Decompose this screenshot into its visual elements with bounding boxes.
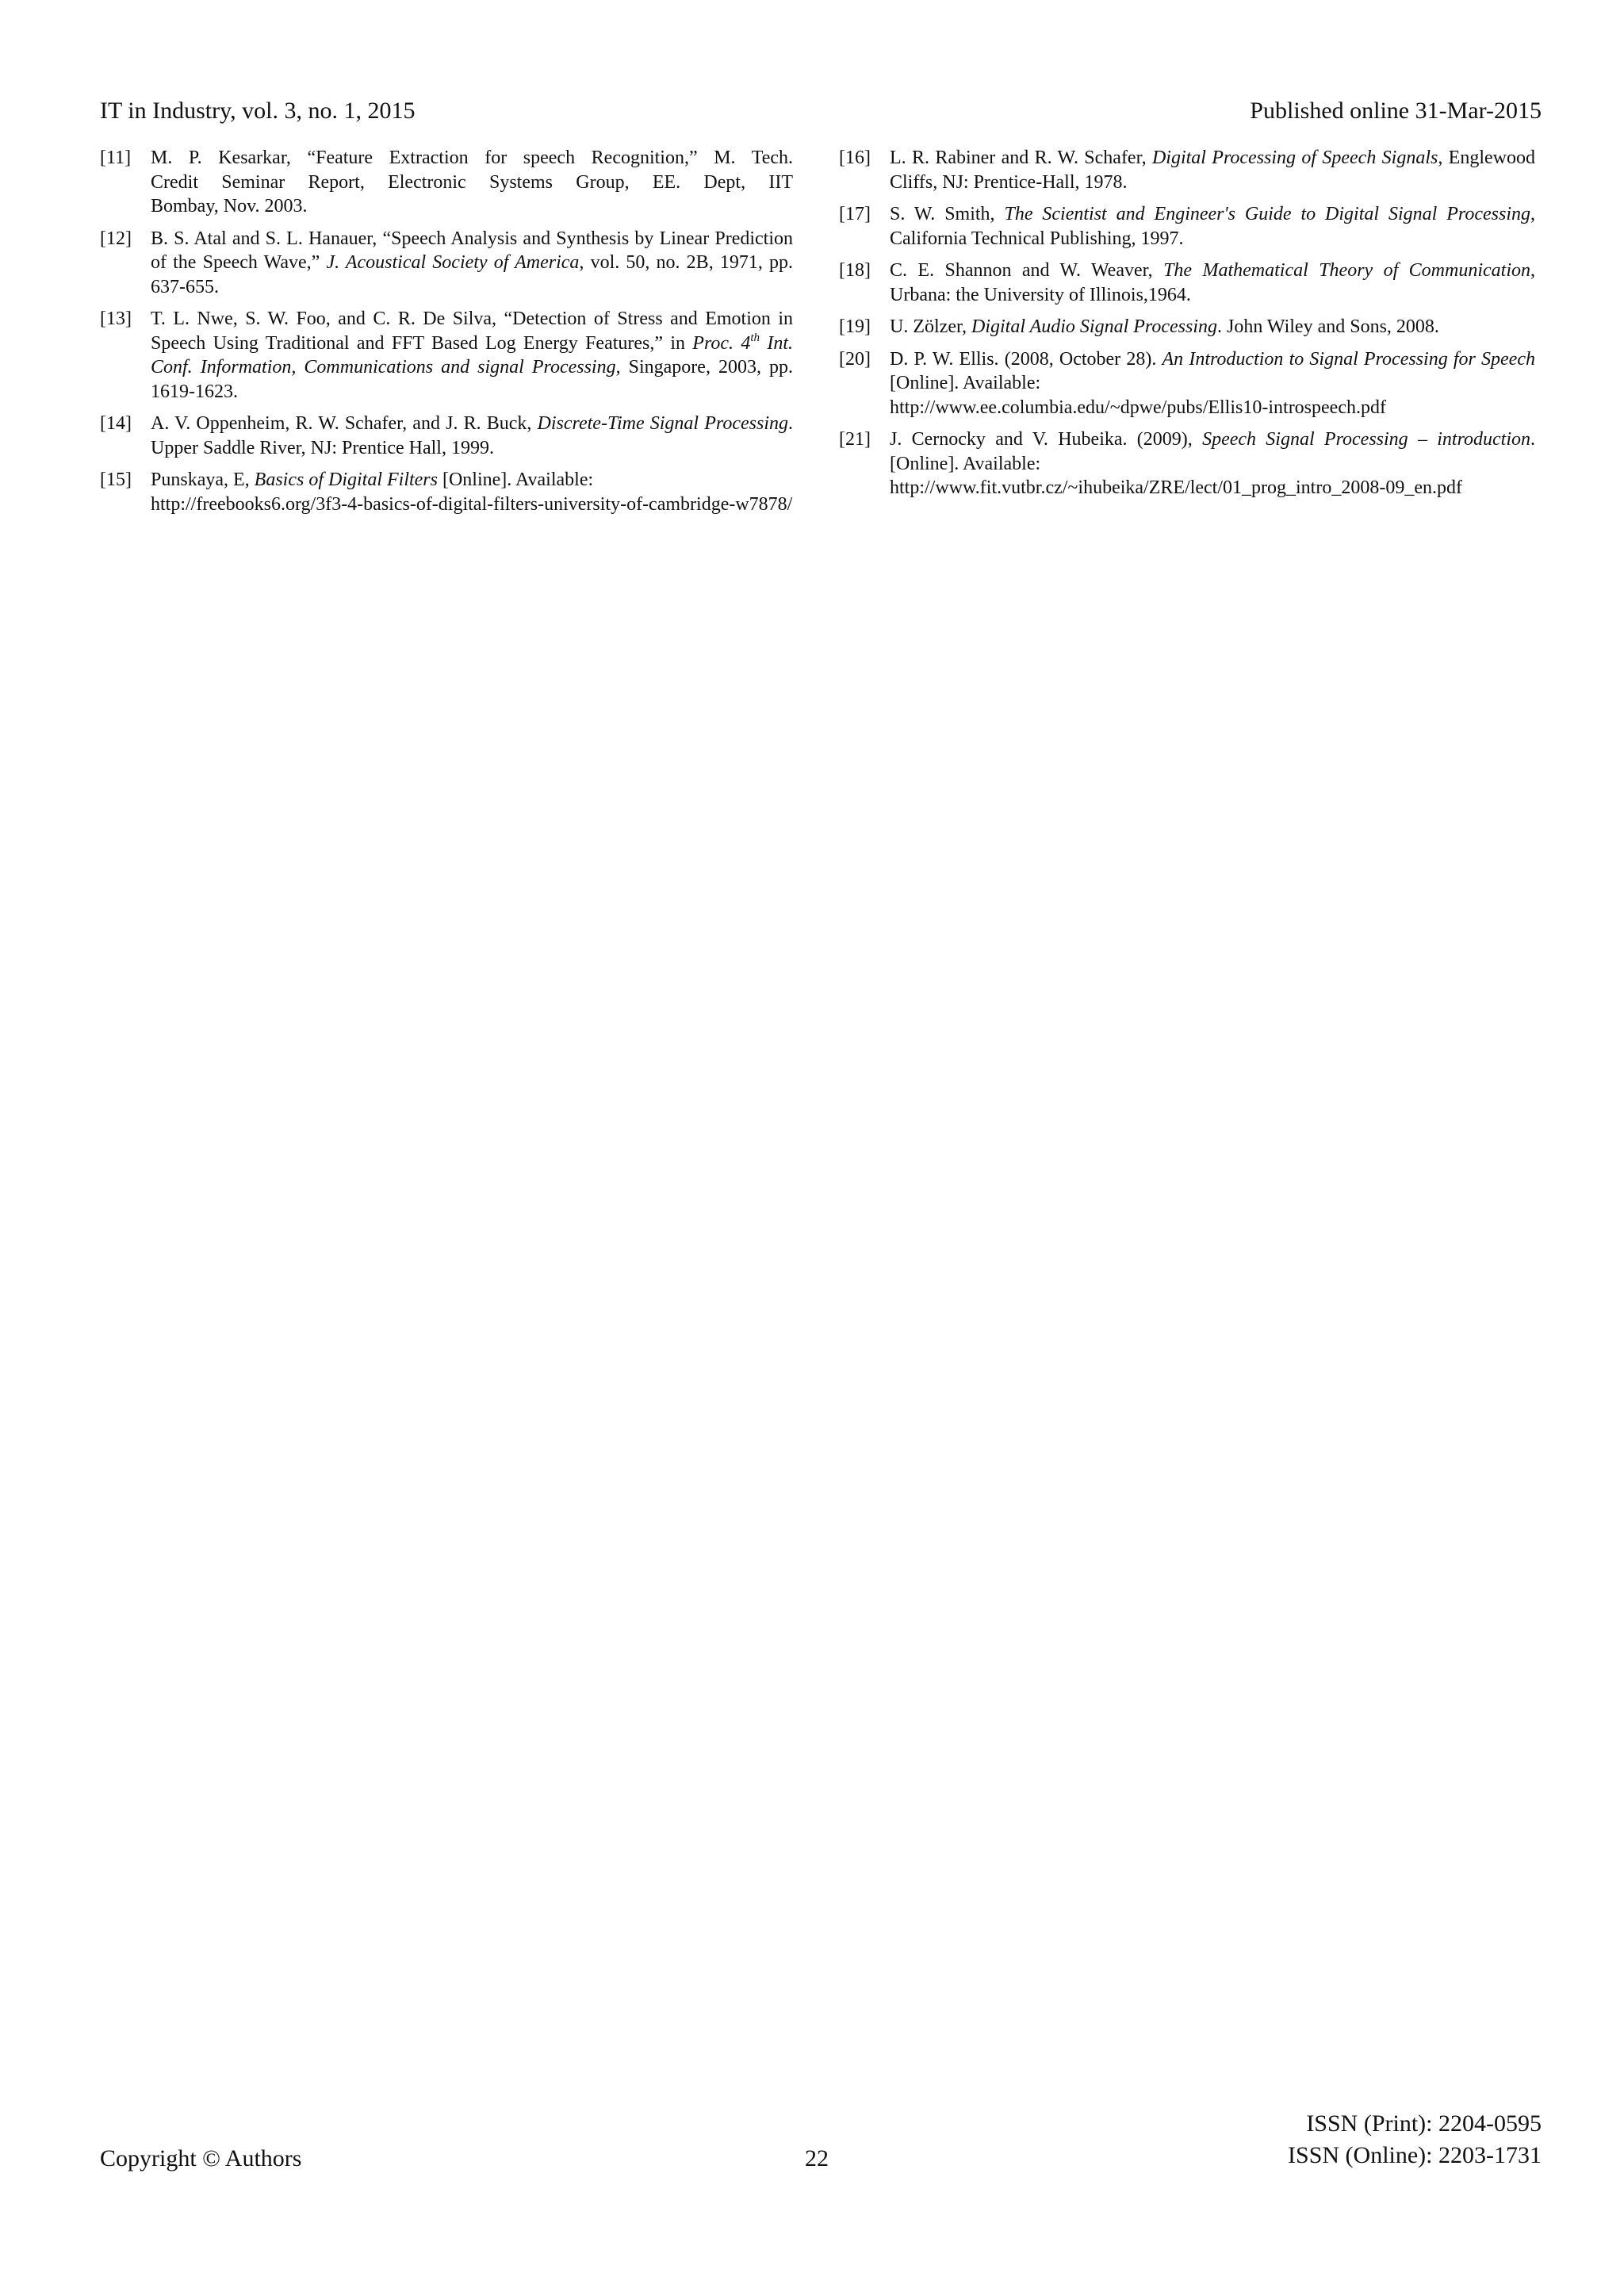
reference-text: , Englewood Cliffs, NJ: Prentice-Hall, 1978.	[890, 148, 1535, 193]
reference-title: Basics of Digital Filters	[254, 470, 438, 490]
reference-12	[100, 227, 793, 300]
reference-title: An Introduction to Signal Processing for Speech	[1162, 348, 1535, 370]
reference-text-line: M. P. Kesarkar, “Feature Extraction for speech Recognition,” M. Tech.	[151, 148, 793, 168]
reference-13	[100, 307, 793, 404]
reference-text-line: Credit Seminar Report, Electronic Systems Group, EE. Dept, IIT	[151, 171, 793, 193]
reference-17	[839, 202, 1535, 251]
reference-title: Speech Signal Processing – introduction	[1202, 429, 1531, 450]
reference-text: , vol. 50, no. 2B, 1971, pp. 637-655.	[151, 252, 793, 297]
reference-number: [11]	[100, 148, 132, 168]
reference-text: , California Technical Publishing, 1997.	[890, 204, 1535, 249]
publication-date: Published online 31-Mar-2015	[1250, 98, 1542, 124]
reference-number: [14]	[100, 413, 132, 434]
reference-text: A. V. Oppenheim, R. W. Schafer, and J. R. Buck,	[151, 413, 538, 434]
running-header	[100, 95, 1542, 127]
references-left-column	[100, 146, 793, 524]
reference-text: T. L. Nwe, S. W. Foo, and C. R. De Silva, “Detection of Stress and Emotion in Speech Using Traditional and FFT Based Log Energy Features,” in	[151, 309, 793, 354]
reference-text: B. S. Atal and S. L. Hanauer, “Speech Analysis and Synthesis by Linear Prediction of the Speech Wave,”	[151, 228, 793, 273]
reference-11	[100, 146, 793, 219]
page-footer	[100, 2108, 1542, 2179]
reference-text: , Urbana: the University of Illinois,1964.	[890, 260, 1535, 305]
reference-number: [13]	[100, 309, 132, 329]
reference-text: D. P. W. Ellis. (2008, October 28).	[890, 348, 1162, 370]
reference-text: . [Online]. Available:	[890, 429, 1536, 474]
reference-text: L. R. Rabiner and R. W. Schafer,	[890, 148, 1152, 168]
reference-text: . John Wiley and Sons, 2008.	[1217, 316, 1439, 337]
reference-19	[839, 315, 1535, 339]
reference-number: [16]	[839, 148, 871, 168]
reference-url[interactable]: http://freebooks6.org/3f3-4-basics-of-digital-filters-university-of-cambridge-w7878/	[151, 493, 793, 515]
reference-number: [17]	[839, 204, 871, 224]
reference-20	[839, 347, 1535, 420]
reference-16	[839, 146, 1535, 194]
reference-title: Int. Conf. Information, Communications and signal Processing	[151, 332, 793, 378]
reference-text: C. E. Shannon and W. Weaver,	[890, 260, 1164, 281]
reference-text: [Online]. Available:	[437, 470, 594, 490]
reference-title: Discrete-Time Signal Processing	[537, 413, 788, 434]
reference-text: Punskaya, E,	[151, 470, 255, 490]
copyright-notice: Copyright © Authors	[100, 2145, 302, 2171]
page-number: 22	[805, 2145, 829, 2171]
reference-text: , Singapore, 2003, pp. 1619-1623.	[151, 357, 794, 402]
reference-text: [Online]. Available:	[890, 373, 1041, 393]
reference-number: [15]	[100, 470, 132, 490]
reference-url[interactable]: http://www.ee.columbia.edu/~dpwe/pubs/Ellis10-introspeech.pdf	[890, 397, 1386, 418]
reference-number: [18]	[839, 260, 871, 281]
issn-print: ISSN (Print): 2204-0595	[1306, 2110, 1542, 2137]
reference-14	[100, 412, 793, 460]
reference-number: [12]	[100, 228, 132, 249]
reference-text: U. Zölzer,	[890, 316, 971, 337]
reference-url[interactable]: http://www.fit.vutbr.cz/~ihubeika/ZRE/lect/01_prog_intro_2008-09_en.pdf	[890, 477, 1462, 498]
reference-15	[100, 468, 793, 516]
reference-title: The Scientist and Engineer's Guide to Digital Signal Processing	[1004, 204, 1530, 224]
issn-online: ISSN (Online): 2203-1731	[1288, 2142, 1542, 2168]
references-right-column	[839, 146, 1535, 508]
reference-title: Digital Processing of Speech Signals	[1151, 148, 1438, 168]
issn-block	[1288, 2108, 1542, 2171]
journal-citation: IT in Industry, vol. 3, no. 1, 2015	[100, 98, 416, 124]
reference-number: [21]	[839, 429, 871, 450]
reference-18	[839, 259, 1535, 307]
reference-21	[839, 427, 1535, 500]
reference-text: S. W. Smith,	[890, 204, 1005, 224]
ordinal-superscript: th	[750, 331, 760, 344]
reference-number: [20]	[839, 348, 871, 370]
reference-text: . Upper Saddle River, NJ: Prentice Hall, 1999.	[151, 413, 793, 458]
reference-title: Proc. 4	[692, 332, 751, 354]
reference-title: Digital Audio Signal Processing	[971, 316, 1217, 337]
reference-title: The Mathematical Theory of Communication	[1163, 260, 1530, 281]
reference-text: J. Cernocky and V. Hubeika. (2009),	[890, 429, 1203, 450]
reference-number: [19]	[839, 316, 871, 337]
reference-text-line: Bombay, Nov. 2003.	[151, 196, 308, 217]
reference-title: J. Acoustical Society of America	[326, 252, 580, 273]
